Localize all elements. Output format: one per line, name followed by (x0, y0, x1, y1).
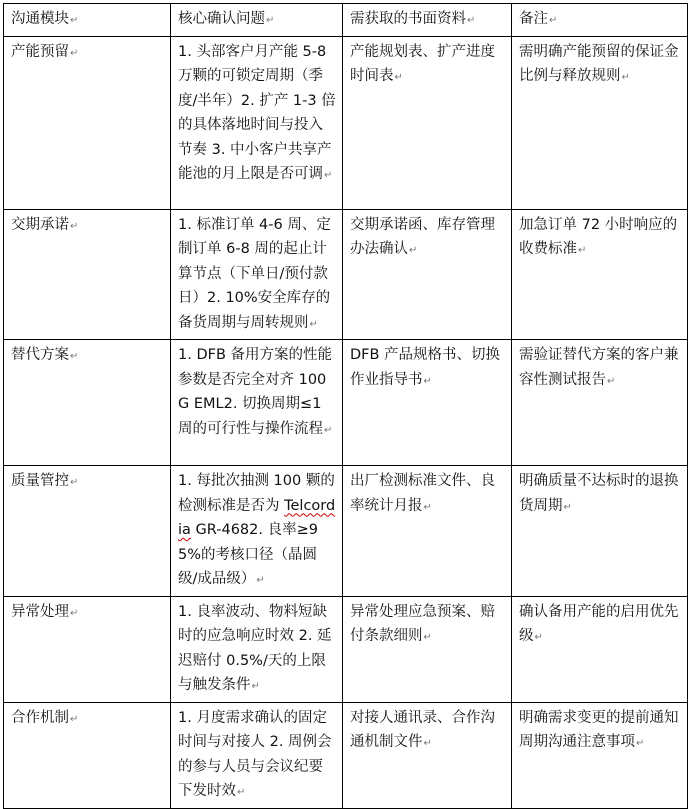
cell-question: 1. 月度需求确认的固定时间与对接人 2. 周例会的参与人员与会议纪要下发时效↵ (171, 702, 343, 808)
paragraph-mark-icon: ↵ (70, 351, 79, 362)
paragraph-mark-icon: ↵ (563, 501, 572, 513)
table-row (4, 596, 688, 702)
cell-docs: 异常处理应急预案、赔付条款细则↵ (343, 596, 512, 702)
paragraph-mark-icon: ↵ (423, 501, 432, 513)
paragraph-mark-icon: ↵ (324, 424, 333, 436)
table-row (4, 36, 688, 209)
cell-question: 1. 标准订单 4-6 周、定制订单 6-8 周的起止计算节点（下单日/预付款日）2. 10%安全库存的备货周期与周转规则↵ (171, 209, 343, 340)
header-question: 核心确认问题↵ (171, 4, 343, 37)
cell-docs: 对接人通讯录、合作沟通机制文件↵ (343, 702, 512, 808)
header-row (4, 4, 688, 37)
spellcheck-flagged-word: Telcordia (178, 497, 336, 538)
paragraph-mark-icon: ↵ (423, 375, 432, 387)
paragraph-mark-icon: ↵ (394, 72, 403, 83)
paragraph-mark-icon: ↵ (423, 738, 432, 749)
cell-question: 1. 良率波动、物料短缺时的应急响应时效 2. 延迟赔付 0.5%/天的上限与触发条件↵ (171, 596, 343, 702)
table-row (4, 466, 688, 597)
cell-question: 1. DFB 备用方案的性能参数是否完全对齐 100G EML2. 切换周期≤1 周的可行性与操作流程↵ (171, 340, 343, 466)
cell-remarks: 明确质量不达标时的退换货周期↵ (512, 466, 688, 597)
cell-question: 1. 头部客户月产能 5-8 万颗的可锁定周期（季度/半年）2. 扩产 1-3 倍的具体落地时间与投入节奏 3. 中小客户共享产能池的月上限是否可调↵ (171, 36, 343, 209)
header-remarks: 备注↵ (512, 4, 688, 37)
paragraph-mark-icon: ↵ (309, 318, 318, 330)
paragraph-mark-icon: ↵ (578, 245, 587, 256)
paragraph-mark-icon: ↵ (621, 72, 630, 83)
cell-module: 产能预留↵ (4, 36, 171, 209)
cell-remarks: 明确需求变更的提前通知周期沟通注意事项↵ (512, 702, 688, 808)
cell-remarks: 加急订单 72 小时响应的收费标准↵ (512, 209, 688, 340)
cell-module: 质量管控↵ (4, 466, 171, 597)
paragraph-mark-icon: ↵ (324, 170, 333, 181)
cell-docs: DFB 产品规格书、切换作业指导书↵ (343, 340, 512, 466)
table-row (4, 340, 688, 466)
cell-module: 交期承诺↵ (4, 209, 171, 340)
cell-module: 替代方案↵ (4, 340, 171, 466)
paragraph-mark-icon: ↵ (70, 713, 79, 725)
paragraph-mark-icon: ↵ (237, 787, 246, 798)
cell-question: 1. 每批次抽测 100 颗的检测标准是否为 Telcordia GR-4682. 良率≥95%的考核口径（晶圆级/成品级）↵ (171, 466, 343, 597)
paragraph-mark-icon: ↵ (256, 575, 265, 586)
table-row (4, 702, 688, 808)
cell-remarks: 需验证替代方案的客户兼容性测试报告↵ (512, 340, 688, 466)
paragraph-mark-icon: ↵ (467, 15, 476, 26)
paragraph-mark-icon: ↵ (266, 15, 275, 26)
paragraph-mark-icon: ↵ (607, 375, 616, 387)
header-module: 沟通模块↵ (4, 4, 171, 37)
cell-module: 合作机制↵ (4, 702, 171, 808)
paragraph-mark-icon: ↵ (636, 738, 645, 749)
cell-docs: 产能规划表、扩产进度时间表↵ (343, 36, 512, 209)
paragraph-mark-icon: ↵ (251, 681, 260, 692)
paragraph-mark-icon: ↵ (534, 632, 543, 643)
header-docs: 需获取的书面资料↵ (343, 4, 512, 37)
cell-remarks: 确认备用产能的启用优先级↵ (512, 596, 688, 702)
communication-table (3, 3, 688, 809)
cell-remarks: 需明确产能预留的保证金比例与释放规则↵ (512, 36, 688, 209)
paragraph-mark-icon: ↵ (409, 245, 418, 256)
paragraph-mark-icon: ↵ (70, 15, 79, 26)
paragraph-mark-icon: ↵ (549, 15, 558, 26)
paragraph-mark-icon: ↵ (423, 632, 432, 643)
paragraph-mark-icon: ↵ (70, 220, 79, 232)
table-row (4, 209, 688, 340)
cell-docs: 交期承诺函、库存管理办法确认↵ (343, 209, 512, 340)
paragraph-mark-icon: ↵ (70, 47, 79, 59)
paragraph-mark-icon: ↵ (70, 607, 79, 619)
cell-module: 异常处理↵ (4, 596, 171, 702)
paragraph-mark-icon: ↵ (70, 477, 79, 488)
cell-docs: 出厂检测标准文件、良率统计月报↵ (343, 466, 512, 597)
